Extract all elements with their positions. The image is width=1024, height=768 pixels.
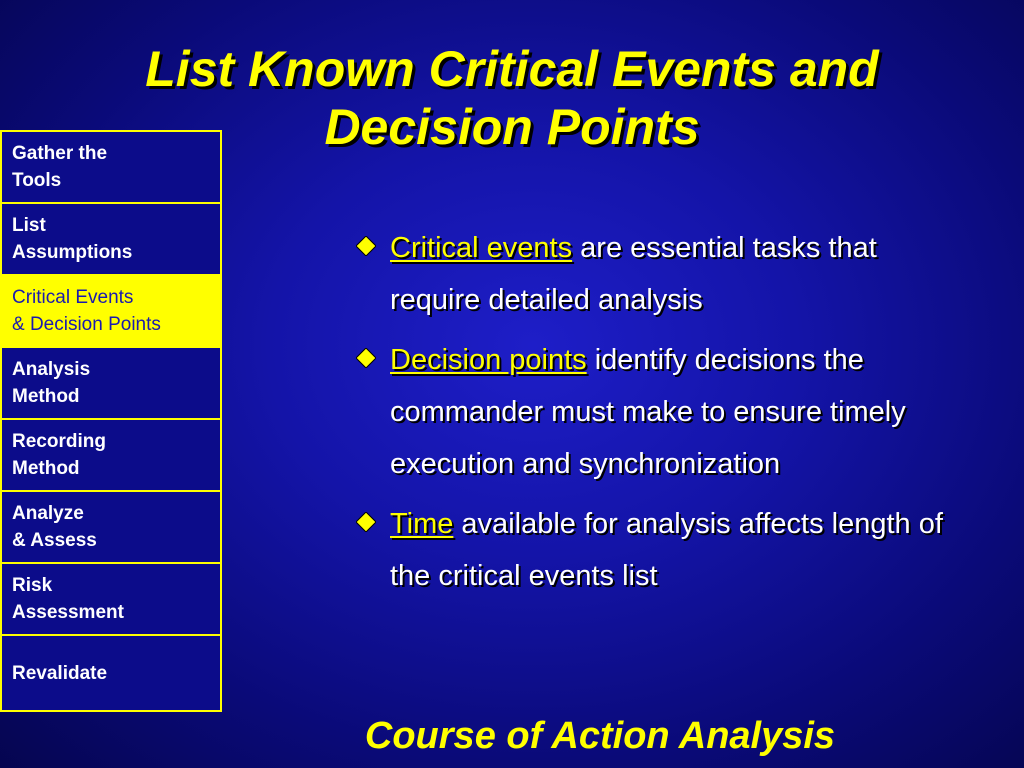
diamond-icon bbox=[356, 512, 376, 532]
sidebar-item-revalidate[interactable] bbox=[2, 636, 220, 710]
sidebar-item-list-assumptions[interactable] bbox=[2, 204, 220, 276]
sidebar-item-label: Assessment bbox=[12, 602, 124, 623]
sidebar-item-label: Critical Events bbox=[12, 287, 134, 308]
sidebar-item-label: Recording bbox=[12, 431, 106, 452]
sidebar-item-label: Method bbox=[12, 386, 80, 407]
sidebar-item-analyze-assess[interactable] bbox=[2, 492, 220, 564]
sidebar-item-label: Gather the bbox=[12, 143, 108, 164]
sidebar-item-label: & Decision Points bbox=[12, 314, 161, 335]
sidebar-nav bbox=[0, 130, 222, 712]
sidebar-item-critical-events[interactable] bbox=[2, 276, 220, 348]
slide-title-line-2: Decision Points bbox=[324, 99, 700, 155]
sidebar-item-label: & Assess bbox=[12, 530, 97, 551]
bullet-list bbox=[352, 222, 952, 610]
bullet-item-time bbox=[352, 498, 952, 602]
sidebar-item-label: Revalidate bbox=[12, 662, 108, 684]
bullet-item-decision-points bbox=[352, 334, 952, 490]
sidebar-item-gather-the-tools[interactable] bbox=[2, 132, 220, 204]
bullet-text: identify decisions the commander must make to ensure timely execution and synchronization bbox=[390, 344, 906, 480]
bullet-highlight: Time bbox=[390, 508, 454, 540]
footer-title: Course of Action Analysis bbox=[364, 715, 836, 757]
bullet-highlight: Critical events bbox=[390, 232, 573, 264]
sidebar-item-label: Analyze bbox=[12, 503, 84, 524]
sidebar-item-label: Method bbox=[12, 458, 80, 479]
bullet-highlight: Decision points bbox=[390, 344, 587, 376]
diamond-icon bbox=[356, 348, 376, 368]
slide-title-line-1: List Known Critical Events and bbox=[145, 41, 879, 97]
sidebar-item-label: Assumptions bbox=[12, 242, 133, 263]
sidebar-item-label: Analysis bbox=[12, 359, 91, 380]
sidebar-item-label: Tools bbox=[12, 170, 62, 191]
bullet-text: available for analysis affects length of the critical events list bbox=[390, 508, 943, 592]
sidebar-item-analysis-method[interactable] bbox=[2, 348, 220, 420]
sidebar-item-label: List bbox=[12, 215, 46, 236]
diamond-icon bbox=[356, 236, 376, 256]
sidebar-item-risk-assessment[interactable] bbox=[2, 564, 220, 636]
sidebar-item-label: Risk bbox=[12, 575, 53, 596]
bullet-text: are essential tasks that require detailed analysis bbox=[390, 232, 877, 316]
sidebar-item-recording-method[interactable] bbox=[2, 420, 220, 492]
bullet-item-critical-events bbox=[352, 222, 952, 326]
